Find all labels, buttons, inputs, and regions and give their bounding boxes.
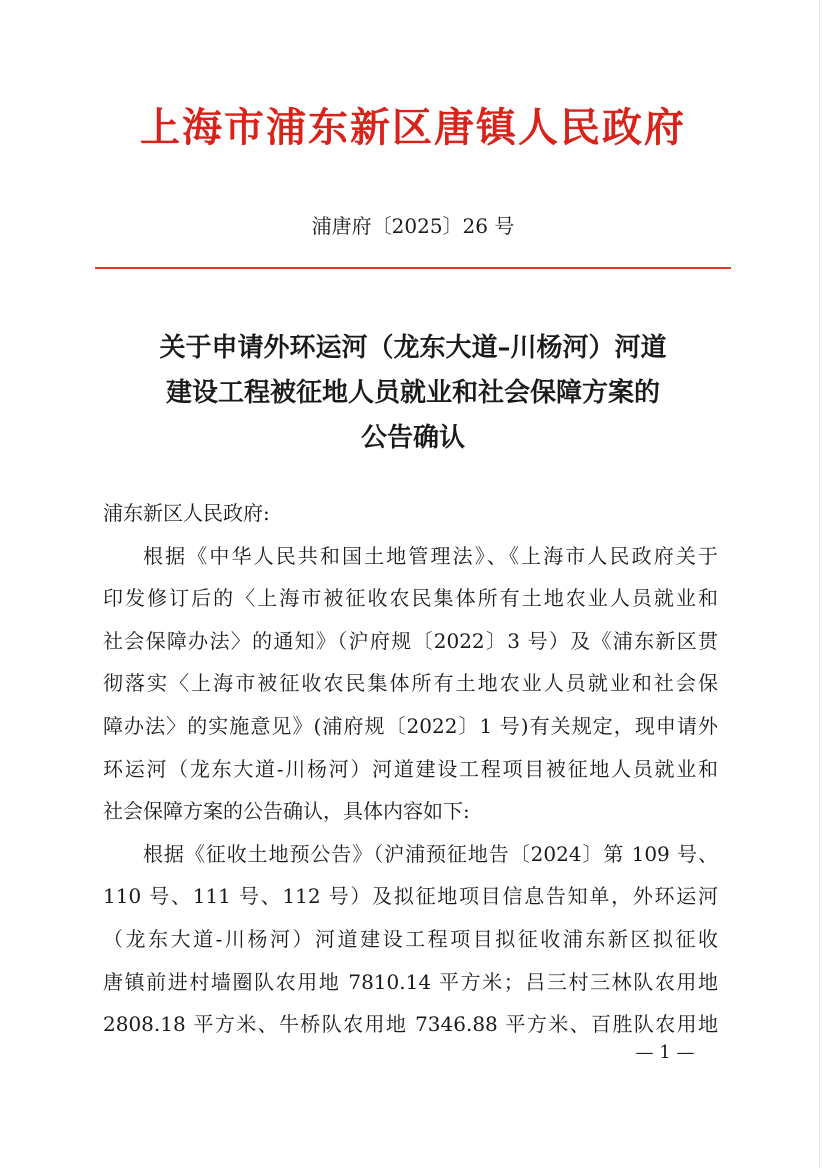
document-body: [103, 492, 718, 1046]
paragraph-line: 社会保障方案的公告确认，具体内容如下:: [103, 799, 470, 824]
paragraph-line: 印发修订后的〈上海市被征收农民集体所有土地农业人员就业和: [103, 586, 718, 611]
title-line: 公告确认: [360, 423, 465, 453]
title-line: 建设工程被征地人员就业和社会保障方案的: [165, 378, 660, 408]
paragraph-line: 障办法〉的实施意见》(浦府规〔2022〕1 号)有关规定，现申请外: [103, 713, 718, 738]
title-line: 关于申请外环运河（龙东大道–川杨河）河道: [159, 333, 667, 363]
paragraph-2: [103, 833, 718, 1046]
paragraph-line: 彻落实〈上海市被征收农民集体所有土地农业人员就业和社会保: [103, 671, 718, 696]
paragraph-line: 社会保障办法〉的通知》（沪府规〔2022〕3 号）及《浦东新区贯: [103, 628, 718, 653]
page-number: — 1 —: [635, 1042, 695, 1063]
red-separator-line: [95, 267, 731, 269]
paragraph-line: 根据《中华人民共和国土地管理法》、《上海市人民政府关于: [143, 543, 718, 568]
paragraph-line: 2808.18 平方米、牛桥队农用地 7346.88 平方米、百胜队农用地: [103, 1012, 718, 1037]
issuing-organization-title: 上海市浦东新区唐镇人民政府: [140, 104, 686, 151]
paragraph-line: 110 号、111 号、112 号）及拟征地项目信息告知单，外环运河: [103, 884, 718, 909]
paragraph-line: 环运河（龙东大道-川杨河）河道建设工程项目被征地人员就业和: [103, 756, 718, 781]
scan-edge-line: [819, 0, 820, 1168]
paragraph-line: （龙东大道-川杨河）河道建设工程项目拟征收浦东新区拟征收: [103, 926, 718, 951]
document-number: 浦唐府〔2025〕26 号: [311, 214, 515, 238]
paragraph-1: [103, 535, 718, 833]
document-title: [60, 326, 766, 461]
paragraph-line: 根据《征收土地预公告》（沪浦预征地告〔2024〕第 109 号、: [143, 841, 718, 866]
salutation: 浦东新区人民政府:: [103, 501, 270, 525]
paragraph-line: 唐镇前进村墙圈队农用地 7810.14 平方米；吕三村三林队农用地: [103, 969, 718, 994]
